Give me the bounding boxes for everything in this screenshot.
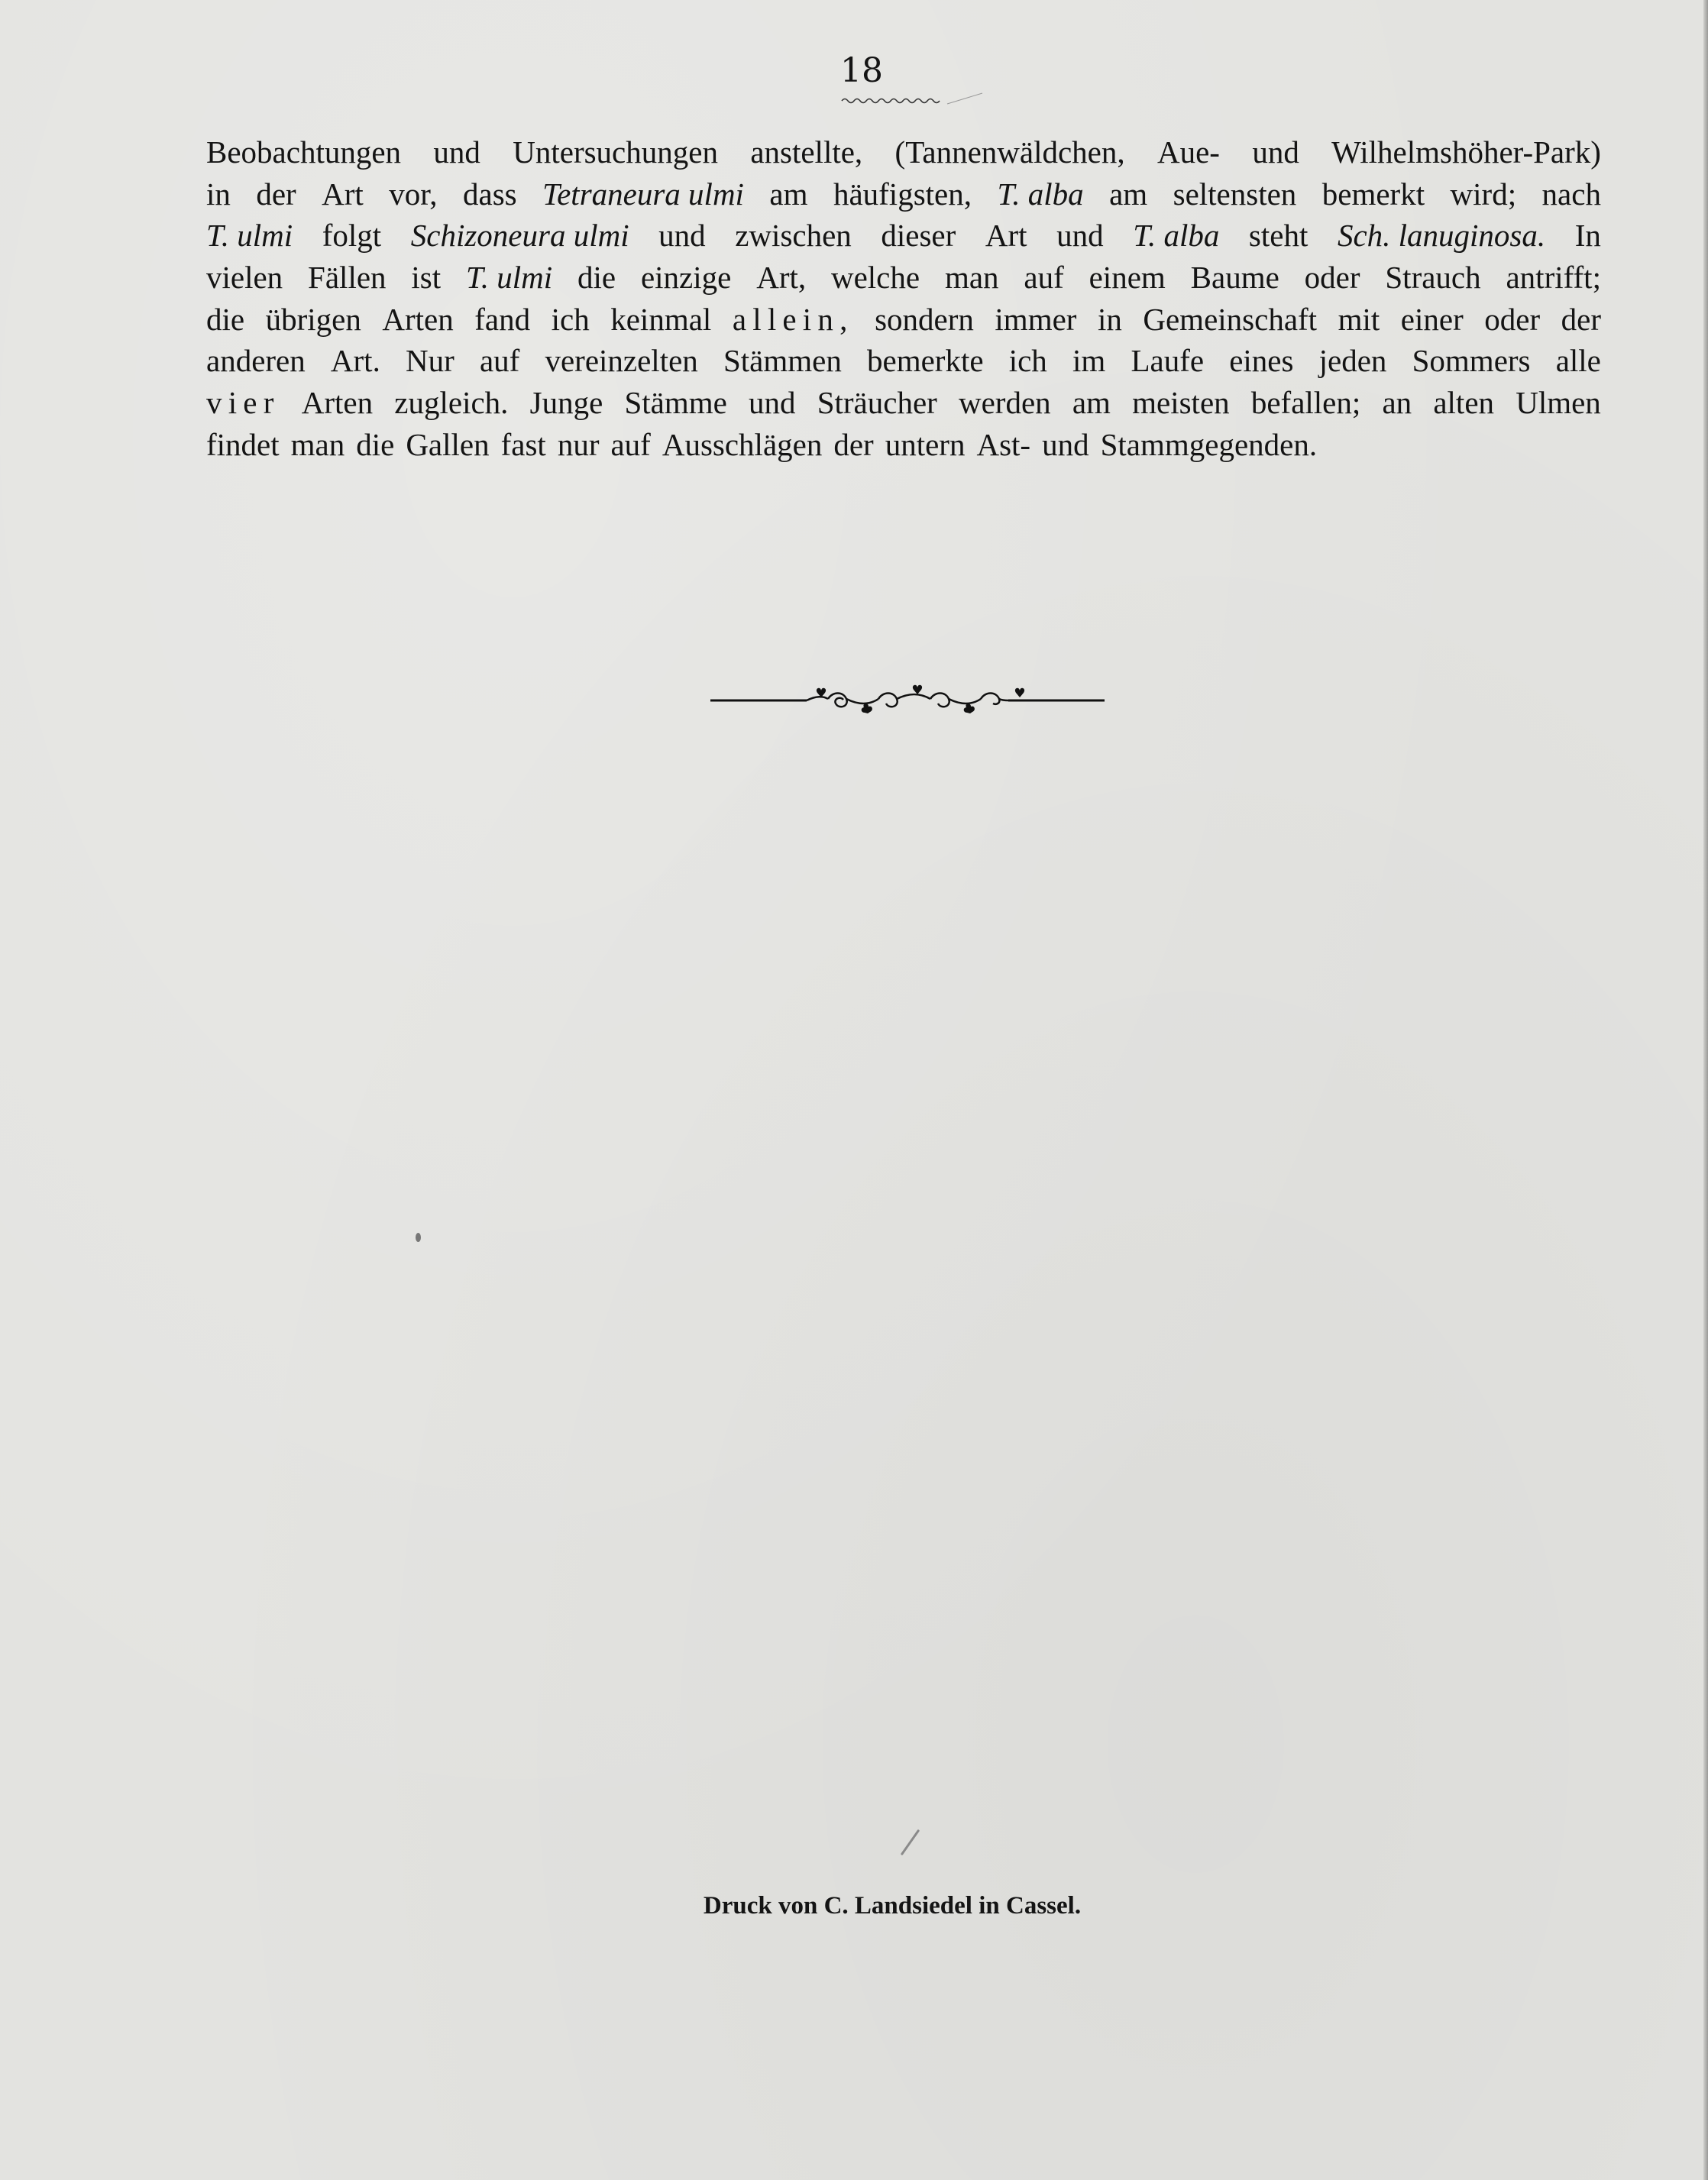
word: übrigen bbox=[265, 301, 361, 337]
species-name: Sch. lanuginosa. bbox=[1337, 218, 1546, 254]
word: Art. bbox=[330, 343, 380, 379]
paper-speck bbox=[901, 1829, 920, 1855]
species-name: T. alba bbox=[1133, 218, 1220, 254]
word: und bbox=[749, 385, 796, 421]
word: häufigsten, bbox=[833, 176, 972, 212]
word: welche bbox=[830, 260, 920, 296]
word: Gallen bbox=[406, 426, 490, 462]
word: der bbox=[833, 426, 874, 462]
word: und bbox=[1252, 134, 1299, 170]
word: Aue- bbox=[1156, 134, 1220, 170]
text-line-8 bbox=[206, 424, 1601, 466]
species-name: T. ulmi bbox=[206, 218, 293, 254]
word: jeden bbox=[1318, 343, 1387, 379]
word: Sträucher bbox=[817, 385, 937, 421]
word: Stammgegenden. bbox=[1100, 426, 1318, 462]
word: die bbox=[356, 426, 395, 462]
word: der bbox=[256, 176, 296, 212]
word: Wilhelmshöher-Park) bbox=[1331, 134, 1601, 170]
word: einer bbox=[1400, 301, 1464, 337]
word: Untersuchungen bbox=[513, 134, 718, 170]
paper-speck bbox=[416, 1233, 421, 1242]
word: Arten bbox=[382, 301, 454, 337]
word: und bbox=[1042, 426, 1089, 462]
word: und bbox=[1056, 218, 1104, 254]
species-name: T. alba bbox=[997, 176, 1084, 212]
word: Stämmen bbox=[723, 343, 842, 379]
word: Nur bbox=[406, 343, 454, 379]
word: im bbox=[1072, 343, 1106, 379]
text-line-1 bbox=[206, 131, 1601, 173]
word: mit bbox=[1338, 301, 1380, 337]
word: In bbox=[1574, 218, 1601, 254]
word: anstellte, bbox=[750, 134, 863, 170]
word: ist bbox=[411, 260, 442, 296]
word: zugleich. bbox=[394, 385, 509, 421]
word: eines bbox=[1229, 343, 1294, 379]
word: ich bbox=[1008, 343, 1047, 379]
text-line-6 bbox=[206, 340, 1601, 382]
word: bemerkte bbox=[867, 343, 984, 379]
word: vor, bbox=[389, 176, 438, 212]
word: der bbox=[1561, 301, 1601, 337]
word: Art bbox=[985, 218, 1027, 254]
word: Laufe bbox=[1131, 343, 1205, 379]
word: vielen bbox=[206, 260, 283, 296]
body-paragraph bbox=[206, 131, 1601, 466]
word: Stämme bbox=[624, 385, 727, 421]
word: Strauch bbox=[1385, 260, 1481, 296]
word: untern bbox=[885, 426, 966, 462]
page-number-rule-ornament bbox=[840, 92, 985, 107]
word: seltensten bbox=[1173, 176, 1297, 212]
word: bemerkt bbox=[1321, 176, 1425, 212]
word: folgt bbox=[322, 218, 382, 254]
word: Art bbox=[322, 176, 364, 212]
species-name: T. ulmi bbox=[466, 260, 553, 296]
page-edge-shadow bbox=[1703, 0, 1708, 2180]
word: einem bbox=[1089, 260, 1166, 296]
word: nach bbox=[1541, 176, 1601, 212]
page-number: 18 bbox=[840, 51, 883, 90]
word: oder bbox=[1304, 260, 1360, 296]
word: Junge bbox=[529, 385, 603, 421]
word: fand bbox=[474, 301, 531, 337]
word: in bbox=[206, 176, 231, 212]
word: am bbox=[769, 176, 808, 212]
word: Ast- bbox=[976, 426, 1031, 462]
word: die bbox=[577, 260, 616, 296]
text-line-4 bbox=[206, 257, 1601, 299]
decorative-divider-ornament bbox=[709, 682, 1106, 716]
word: oder bbox=[1484, 301, 1541, 337]
word: und bbox=[433, 134, 480, 170]
word: auf bbox=[479, 343, 520, 379]
word: befallen; bbox=[1250, 385, 1361, 421]
word: dieser bbox=[881, 218, 956, 254]
word: Arten bbox=[301, 385, 374, 421]
word: keinmal bbox=[610, 301, 712, 337]
word: man bbox=[944, 260, 999, 296]
word: auf bbox=[1024, 260, 1064, 296]
text-line-5 bbox=[206, 299, 1601, 341]
word: an bbox=[1382, 385, 1412, 421]
word: meisten bbox=[1132, 385, 1230, 421]
word: anderen bbox=[206, 343, 306, 379]
word: steht bbox=[1248, 218, 1308, 254]
text-line-3 bbox=[206, 215, 1601, 257]
species-name: Tetraneura ulmi bbox=[542, 176, 744, 212]
word: antrifft; bbox=[1506, 260, 1601, 296]
word: wird; bbox=[1450, 176, 1517, 212]
word: alten bbox=[1433, 385, 1495, 421]
word: Art, bbox=[756, 260, 807, 296]
word: Baume bbox=[1190, 260, 1279, 296]
word: Sommers bbox=[1412, 343, 1531, 379]
emphasized-word: vier bbox=[206, 385, 280, 421]
word: in bbox=[1097, 301, 1122, 337]
word: findet bbox=[206, 426, 280, 462]
word: ich bbox=[551, 301, 590, 337]
printer-imprint: Druck von C. Landsiedel in Cassel. bbox=[703, 1892, 1082, 1920]
word: Fällen bbox=[308, 260, 387, 296]
text-line-7 bbox=[206, 382, 1601, 424]
word: am bbox=[1072, 385, 1111, 421]
word: vereinzelten bbox=[545, 343, 698, 379]
species-name: Schizoneura ulmi bbox=[410, 218, 629, 254]
word: auf bbox=[610, 426, 651, 462]
word: die bbox=[206, 301, 245, 337]
word: zwischen bbox=[735, 218, 852, 254]
word: Beobachtungen bbox=[206, 134, 402, 170]
word: alle bbox=[1555, 343, 1601, 379]
word: Ausschlägen bbox=[662, 426, 823, 462]
word: Ulmen bbox=[1516, 385, 1601, 421]
word: Gemeinschaft bbox=[1143, 301, 1318, 337]
word: einzige bbox=[640, 260, 732, 296]
word: man bbox=[290, 426, 345, 462]
word: (Tannenwäldchen, bbox=[894, 134, 1125, 170]
word: nur bbox=[557, 426, 600, 462]
word: und bbox=[658, 218, 706, 254]
text-line-2 bbox=[206, 173, 1601, 215]
word: fast bbox=[500, 426, 546, 462]
word: dass bbox=[463, 176, 517, 212]
emphasized-word: allein, bbox=[732, 301, 854, 337]
word: werden bbox=[958, 385, 1051, 421]
word: sondern bbox=[875, 301, 974, 337]
word: am bbox=[1109, 176, 1148, 212]
word: immer bbox=[995, 301, 1077, 337]
